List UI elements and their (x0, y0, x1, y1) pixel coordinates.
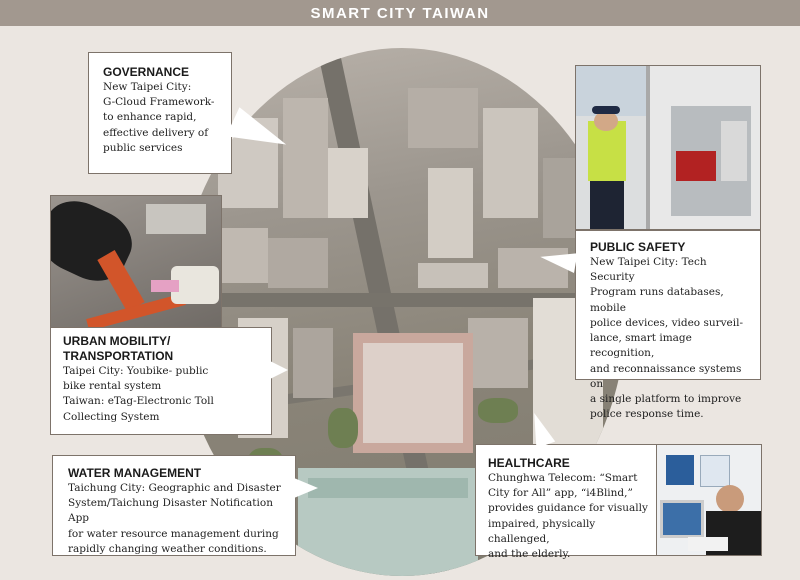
page-banner (0, 0, 800, 26)
urban-mobility-line-2: bike rental system (63, 380, 162, 393)
public-safety-box (575, 230, 761, 421)
governance-line-3: to enhance rapid, (103, 111, 197, 124)
governance-line-1: New Taipei City: (103, 81, 192, 93)
healthcare-line-4: impaired, physically challenged, (488, 517, 596, 545)
water-management-line-1: Taichung City: Geographic and Disaster (68, 482, 281, 494)
page-title: SMART CITY TAIWAN (310, 4, 490, 22)
water-management-callout-pointer (294, 478, 318, 498)
water-management-line-3: for water resource management during (68, 527, 279, 540)
water-management-title: WATER MANAGEMENT (68, 466, 202, 480)
healthcare-line-5: and the elderly. (488, 548, 571, 561)
water-management-line-4: rapidly changing weather conditions. (68, 542, 267, 555)
healthcare-line-3: provides guidance for visually (488, 502, 648, 515)
public-safety-line-4: lance, smart image recognition, (590, 332, 692, 360)
public-safety-line-3: police devices, video surveil- (590, 316, 744, 329)
urban-mobility-title-line-1: URBAN MOBILITY/ (63, 334, 171, 348)
healthcare-line-1: Chunghwa Telecom: “Smart (488, 472, 638, 484)
water-management-line-2: System/Taichung Disaster Notification App (68, 497, 273, 525)
governance-line-4: effective delivery of (103, 126, 209, 139)
public-safety-title: PUBLIC SAFETY (590, 240, 686, 254)
youbike-photo (50, 195, 222, 330)
public-safety-line-6: a single platform to improve (590, 392, 742, 405)
governance-box (88, 52, 232, 174)
public-safety-line-2: Program runs databases, mobile (590, 286, 724, 314)
healthcare-title: HEALTHCARE (488, 456, 570, 470)
healthcare-line-2: City for All” app, “i4Blind,” (488, 487, 633, 500)
public-safety-line-1: New Taipei City: Tech Security (590, 256, 707, 284)
water-management-box (52, 455, 296, 556)
public-safety-line-7: police response time. (590, 408, 704, 421)
healthcare-photo (655, 444, 762, 556)
urban-mobility-line-4: Collecting System (63, 410, 160, 423)
governance-title: GOVERNANCE (103, 65, 190, 79)
governance-line-5: public services (103, 141, 183, 154)
urban-mobility-line-3: Taiwan: eTag-Electronic Toll (63, 395, 214, 408)
urban-mobility-callout-pointer (268, 360, 288, 380)
public-safety-line-5: and reconnaissance systems on (590, 362, 742, 390)
urban-mobility-title-line-2: TRANSPORTATION (63, 349, 174, 363)
urban-mobility-line-1: Taipei City: Youbike- public (63, 365, 209, 377)
police-van-photo (575, 65, 761, 230)
governance-line-2: G-Cloud Framework- (103, 96, 215, 109)
urban-mobility-box (50, 327, 272, 435)
healthcare-box (475, 444, 657, 561)
